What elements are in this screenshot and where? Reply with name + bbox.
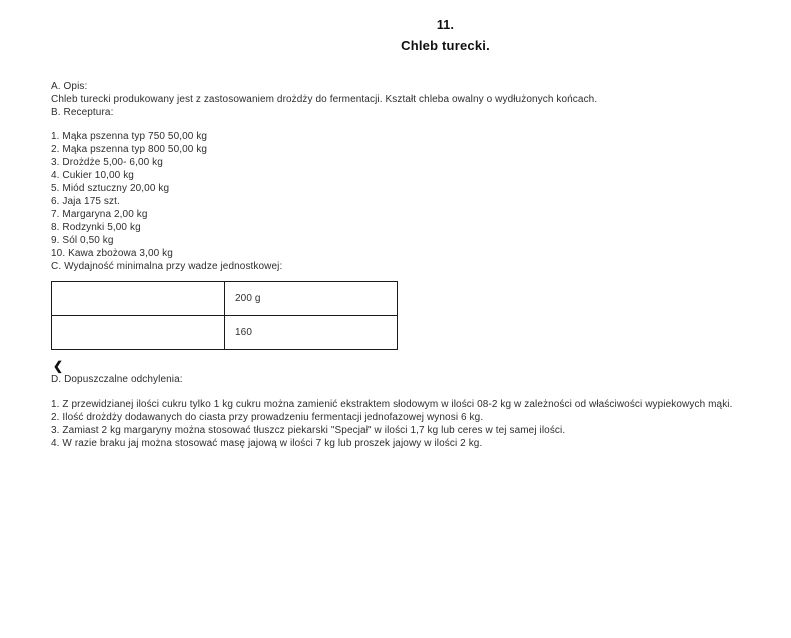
section-c-heading: C. Wydajność minimalna przy wadze jednostkowej: [51,261,283,272]
table-cell-label [52,316,225,350]
recipe-item: 8. Rodzynki 5,00 kg [51,222,141,233]
deviation-item: 4. W razie braku jaj można stosować masę jajową w ilości 7 kg lub proszek jajowy w ilości 2 kg. [51,438,483,449]
recipe-item: 4. Cukier 10,00 kg [51,170,134,181]
document-content [51,80,751,450]
recipe-item: 10. Kawa zbożowa 3,00 kg [51,248,173,259]
table-cell-value: 160 [225,316,398,350]
recipe-item: 6. Jaja 175 szt. [51,196,120,207]
page-number: 11. [436,18,455,32]
section-a-body: Chleb turecki produkowany jest z zastosowaniem drożdży do fermentacji. Kształt chleba owalny o wydłużonych końcach. [51,94,598,105]
chevron-left-icon[interactable]: ❮ [53,359,64,373]
section-b-heading: B. Receptura: [51,107,114,118]
table-cell-value: 200 g [225,282,398,316]
deviation-item: 3. Zamiast 2 kg margaryny można stosować tłuszcz piekarski "Specjał" w ilości 1,7 kg lub ceres w tej samej ilości. [51,425,566,436]
section-d-heading: D. Dopuszczalne odchylenia: [51,374,183,385]
table-row [52,316,398,350]
deviation-item: 2. Ilość drożdży dodawanych do ciasta przy prowadzeniu fermentacji jednofazowej wynosi 6 kg. [51,412,484,423]
recipe-item: 1. Mąka pszenna typ 750 50,00 kg [51,131,208,142]
recipe-item: 3. Drożdże 5,00- 6,00 kg [51,157,163,168]
title-block [0,0,791,53]
recipe-item: 9. Sól 0,50 kg [51,235,114,246]
recipe-item: 7. Margaryna 2,00 kg [51,209,148,220]
deviation-item: 1. Z przewidzianej ilości cukru tylko 1 kg cukru można zamienić ekstraktem słodowym w ilości 08-2 kg w zależności od właściwości wypiekowych mąki. [51,399,733,410]
section-a-heading: A. Opis: [51,81,88,92]
recipe-item: 2. Mąka pszenna typ 800 50,00 kg [51,144,208,155]
recipe-item: 5. Miód sztuczny 20,00 kg [51,183,170,194]
table-row [52,282,398,316]
page-title: Chleb turecki. [401,38,490,53]
table-cell-label [52,282,225,316]
yield-table [51,281,398,350]
